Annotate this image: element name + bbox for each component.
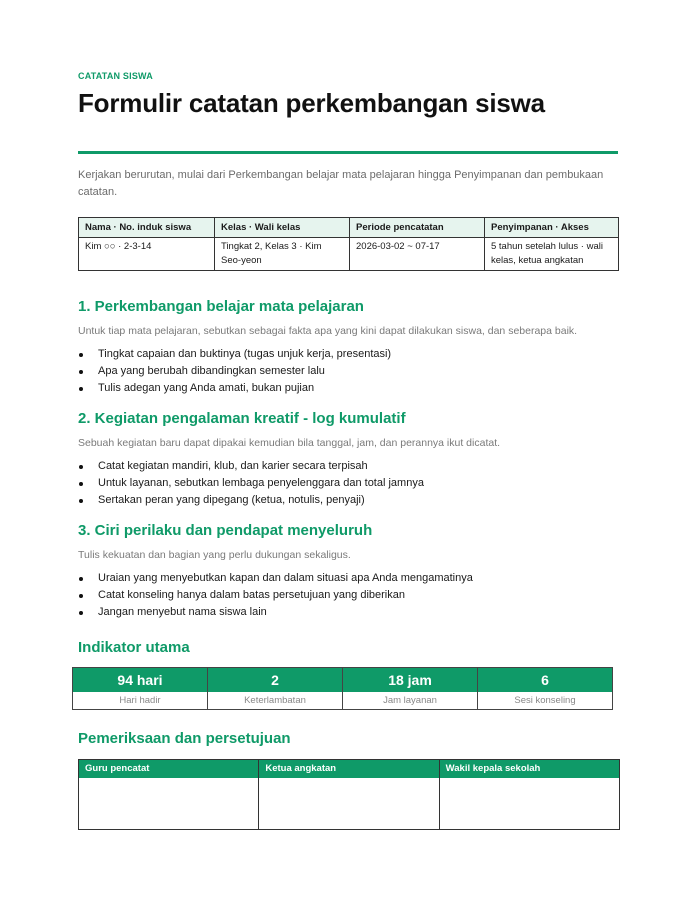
section-subtitle: Untuk tiap mata pelajaran, sebutkan sebagai fakta apa yang kini dapat dilakukan siswa, dan seberapa baik. (78, 325, 578, 337)
table-header-cell: Nama · No. induk siswa (79, 218, 215, 238)
indicators-table (72, 667, 613, 710)
approval-header: Guru pencatat (79, 760, 258, 778)
table-header-cell: Periode pencatatan (350, 218, 485, 238)
approval-header: Ketua angkatan (259, 760, 438, 778)
section-bullet-list (78, 346, 391, 397)
intro-text: Kerjakan berurutan, mulai dari Perkembangan belajar mata pelajaran hingga Penyimpanan dan pembukaan catatan. (78, 169, 604, 198)
section-subtitle: Sebuah kegiatan baru dapat dipakai kemudian bila tanggal, jam, dan perannya ikut dicatat. (78, 437, 501, 449)
section-title: 3. Ciri perilaku dan pendapat menyeluruh (78, 522, 373, 539)
approval-header: Wakil kepala sekolah (440, 760, 619, 778)
indicator-label: Sesi konseling (514, 695, 576, 706)
section-title: 2. Kegiatan pengalaman kreatif - log kumulatif (78, 410, 406, 427)
section-bullet-list (78, 570, 473, 621)
table-cell: Kim ○○ · 2-3-14 (79, 238, 215, 271)
table-header-cell: Penyimpanan · Akses (485, 218, 619, 238)
approval-column (439, 760, 619, 829)
indicator-cell (477, 668, 612, 709)
list-item: Tulis adegan yang Anda amati, bukan pujian (78, 380, 391, 397)
indicator-label: Jam layanan (383, 695, 437, 706)
indicator-label: Hari hadir (119, 695, 161, 706)
list-item: Tingkat capaian dan buktinya (tugas unjuk kerja, presentasi) (78, 346, 391, 363)
table-row (79, 238, 619, 271)
list-item: Catat kegiatan mandiri, klub, dan karier secara terpisah (78, 458, 424, 475)
list-item: Apa yang berubah dibandingkan semester lalu (78, 363, 391, 380)
indicator-value: 94 hari (73, 668, 207, 692)
section-bullet-list (78, 458, 424, 509)
signature-box[interactable] (79, 778, 258, 829)
table-header-cell: Kelas · Wali kelas (215, 218, 350, 238)
indicator-label: Keterlambatan (244, 695, 306, 706)
indicator-value: 18 jam (343, 668, 477, 692)
approval-column (79, 760, 258, 829)
indicator-value: 2 (208, 668, 342, 692)
indicator-value: 6 (478, 668, 612, 692)
indicator-cell (207, 668, 342, 709)
signature-box[interactable] (259, 778, 438, 829)
indicator-cell (342, 668, 477, 709)
indicators-title: Indikator utama (78, 639, 190, 656)
table-header-row (79, 218, 619, 238)
indicator-cell (73, 668, 207, 709)
list-item: Catat konseling hanya dalam batas persetujuan yang diberikan (78, 587, 473, 604)
table-cell: 5 tahun setelah lulus · wali kelas, ketua angkatan (485, 238, 619, 271)
approval-table (78, 759, 620, 830)
approval-column (258, 760, 438, 829)
section-title: 1. Perkembangan belajar mata pelajaran (78, 298, 364, 315)
document-kicker: CATATAN SISWA (78, 71, 153, 81)
list-item: Sertakan peran yang dipegang (ketua, notulis, penyaji) (78, 492, 424, 509)
list-item: Uraian yang menyebutkan kapan dan dalam situasi apa Anda mengamatinya (78, 570, 473, 587)
signature-box[interactable] (440, 778, 619, 829)
title-divider (78, 151, 618, 154)
section-subtitle: Tulis kekuatan dan bagian yang perlu dukungan sekaligus. (78, 549, 351, 561)
document-title: Formulir catatan perkembangan siswa (78, 88, 545, 118)
student-info-table (78, 217, 619, 271)
list-item: Untuk layanan, sebutkan lembaga penyelenggara dan total jamnya (78, 475, 424, 492)
table-cell: Tingkat 2, Kelas 3 · Kim Seo-yeon (215, 238, 350, 271)
table-cell: 2026-03-02 ~ 07-17 (350, 238, 485, 271)
list-item: Jangan menyebut nama siswa lain (78, 604, 473, 621)
approval-title: Pemeriksaan dan persetujuan (78, 730, 291, 747)
